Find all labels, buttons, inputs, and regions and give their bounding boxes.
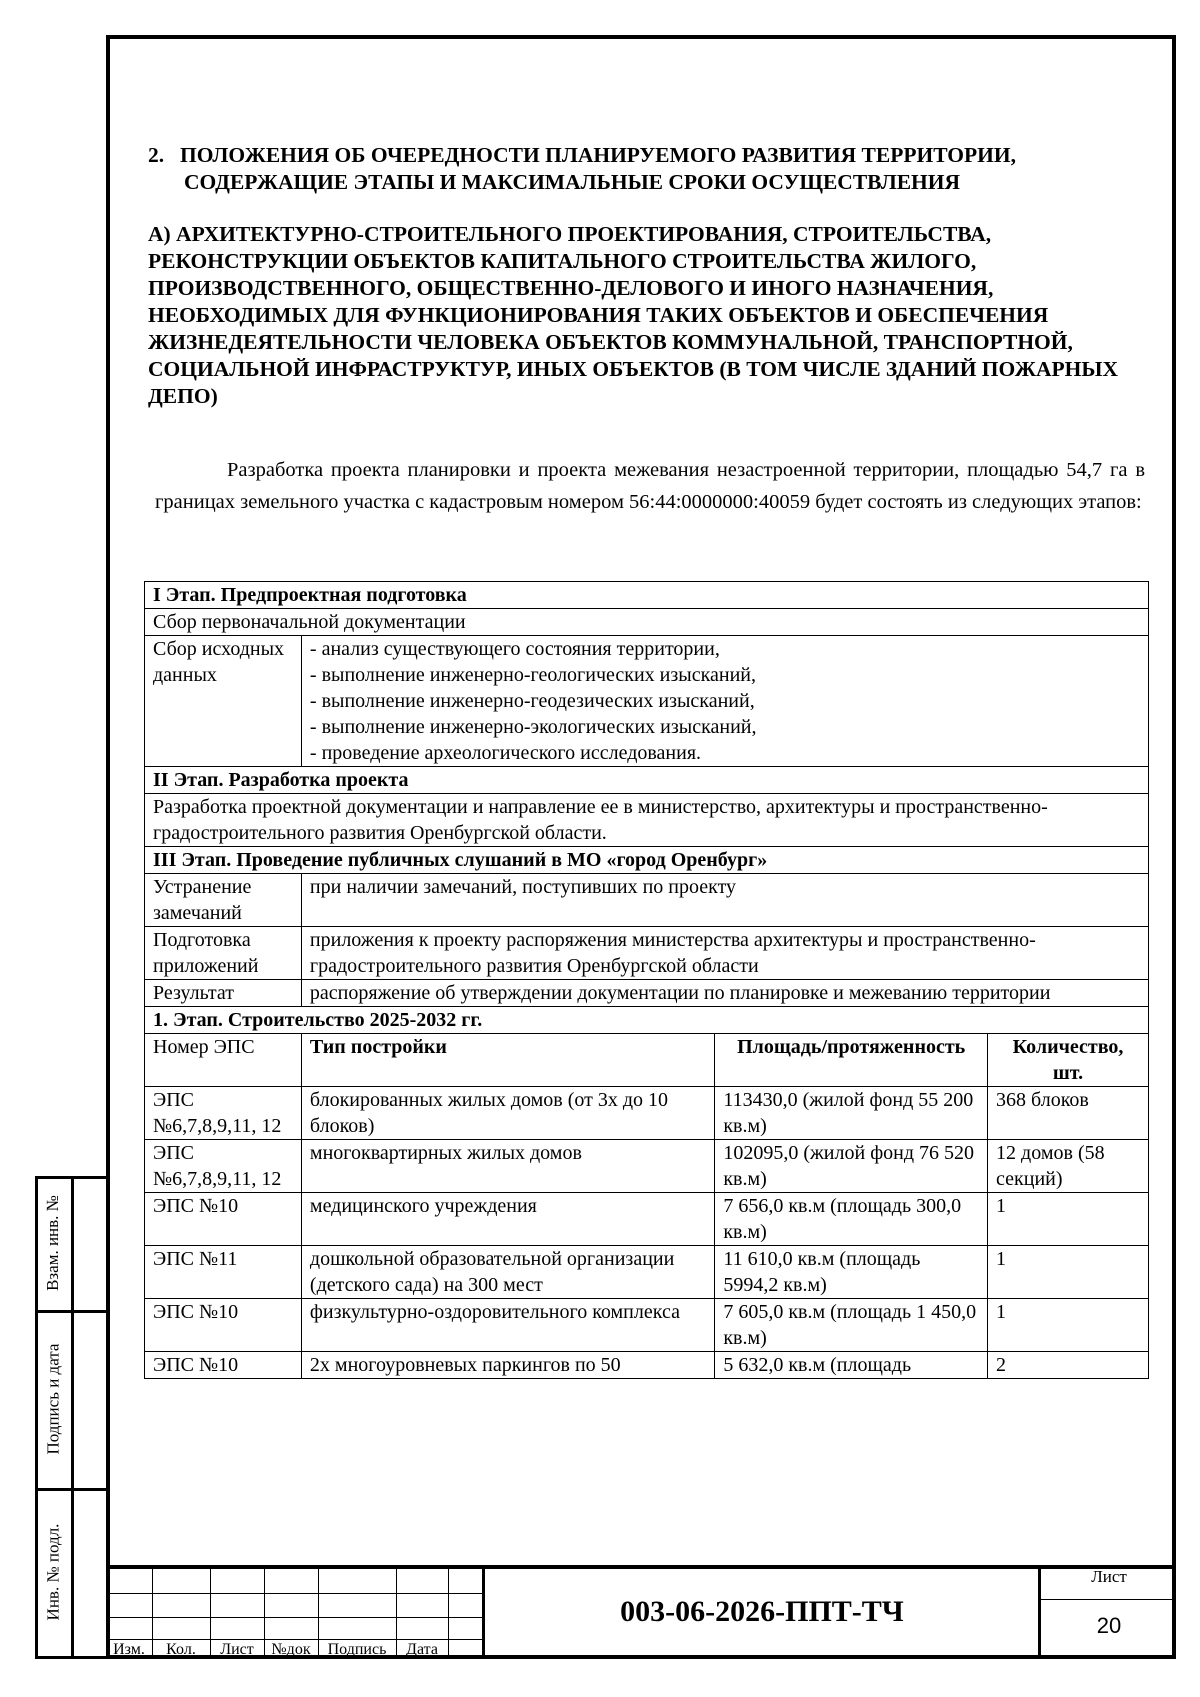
intro-paragraph: Разработка проекта планировки и проекта межевания незастроенной территории, площадью 54,7 га в границах земельного участка с кадастровым номером 56:44:0000000:40059 будет состоять из следующих этапов: [155,459,1145,513]
list-item: - выполнение инженерно-экологических изысканий, [309,716,757,738]
sheet-number: 20 [1096,1613,1122,1638]
stamp-label-izm: Изм. [113,1641,145,1658]
list-item: - выполнение инженерно-геодезических изысканий, [309,690,755,712]
table-row: ЭПС №10 физкультурно-оздоровительного комплекса 7 605,0 кв.м (площадь 1 450,0 кв.м) 1 [145,1299,1149,1352]
stages-table [144,581,1149,1379]
stamp-label-data: Дата [406,1641,438,1658]
table-row: Устранение замечаний при наличии замечаний, поступивших по проекту [145,874,1149,927]
title-block [106,1565,1176,1659]
table-row: ЭПС №11 дошкольной образовательной организации (детского сада) на 300 мест 11 610,0 кв.м (площадь 5994,2 кв.м) 1 [145,1246,1149,1299]
side-inv-podl: Инв. № подл. [43,1523,62,1621]
table-row: ЭПС №10 медицинского учреждения 7 656,0 кв.м (площадь 300,0 кв.м) 1 [145,1193,1149,1246]
section-heading: 2. ПОЛОЖЕНИЯ ОБ ОЧЕРЕДНОСТИ ПЛАНИРУЕМОГО РАЗВИТИЯ ТЕРРИТОРИИ, СОДЕРЖАЩИЕ ЭТАПЫ И МАКСИМАЛЬНЫЕ СРОКИ ОСУЩЕСТВЛЕНИЯ [148,143,1016,194]
stage-1-label: Сбор исходных данных [145,636,302,767]
document-code: 003-06-2026-ППТ-ТЧ [620,1595,904,1628]
stage-1-title: I Этап. Предпроектная подготовка [145,582,1149,609]
table-header-row: Номер ЭПС Тип постройки Площадь/протяженность Количество, шт. [145,1034,1149,1087]
table-row: ЭПС №6,7,8,9,11, 12 многоквартирных жилых домов 102095,0 (жилой фонд 76 520 кв.м) 12 домов (58 секций) [145,1140,1149,1193]
stage-1-subtitle: Сбор первоначальной документации [145,609,1149,636]
stamp-label-podpis: Подпись [327,1641,387,1658]
stamp-label-kol: Кол. [166,1641,196,1658]
side-podpis-data: Подпись и дата [43,1343,62,1455]
sheet-label: Лист [1091,1567,1127,1586]
stage-2-text: Разработка проектной документации и направление ее в министерство, архитектуры и пространственно-градостроительного развития Оренбургской области. [145,794,1149,847]
table-row: ЭПС №10 2х многоуровневых паркингов по 50 5 632,0 кв.м (площадь 2 [145,1352,1149,1379]
table-row: Подготовка приложений приложения к проекту распоряжения министерства архитектуры и пространственно-градостроительного развития Оренбургской области [145,927,1149,980]
list-item: - проведение археологического исследования. [309,742,702,764]
list-item: - выполнение инженерно-геологических изысканий, [309,664,756,686]
side-vzam-inv: Взам. инв. № [43,1195,62,1291]
side-strip [35,1176,106,1659]
table-row: Результат распоряжение об утверждении документации по планировке и межеванию территории [145,980,1149,1007]
stage-2-title: II Этап. Разработка проекта [145,767,1149,794]
stage-4-title: 1. Этап. Строительство 2025-2032 гг. [145,1007,1149,1034]
table-row: ЭПС №6,7,8,9,11, 12 блокированных жилых домов (от 3х до 10 блоков) 113430,0 (жилой фонд 55 200 кв.м) 368 блоков [145,1087,1149,1140]
subsection-heading: А) АРХИТЕКТУРНО-СТРОИТЕЛЬНОГО ПРОЕКТИРОВАНИЯ, СТРОИТЕЛЬСТВА, РЕКОНСТРУКЦИИ ОБЪЕКТОВ КАПИТАЛЬНОГО СТРОИТЕЛЬСТВА ЖИЛОГО, ПРОИЗВОДСТВЕННОГО, ОБЩЕСТВЕННО-ДЕЛОВОГО И ИНОГО НАЗНАЧЕНИЯ, НЕОБХОДИМЫХ ДЛЯ ФУНКЦИОНИРОВАНИЯ ТАКИХ ОБЪЕКТОВ И ОБЕСПЕЧЕНИЯ ЖИЗНЕДЕЯТЕЛЬНОСТИ ЧЕЛОВЕКА ОБЪЕКТОВ КОММУНАЛЬНОЙ, ТРАНСПОРТНОЙ, СОЦИАЛЬНОЙ ИНФРАСТРУКТУР, ИНЫХ ОБЪЕКТОВ (В ТОМ ЧИСЛЕ ЗДАНИЙ ПОЖАРНЫХ ДЕПО) [148,222,1118,408]
stamp-label-list: Лист [220,1641,254,1658]
stage-3-title: III Этап. Проведение публичных слушаний в МО «город Оренбург» [145,847,1149,874]
stage-1-items [301,636,1148,767]
stamp-label-ndok: №док [271,1641,311,1658]
list-item: - анализ существующего состояния территории, [309,638,720,660]
